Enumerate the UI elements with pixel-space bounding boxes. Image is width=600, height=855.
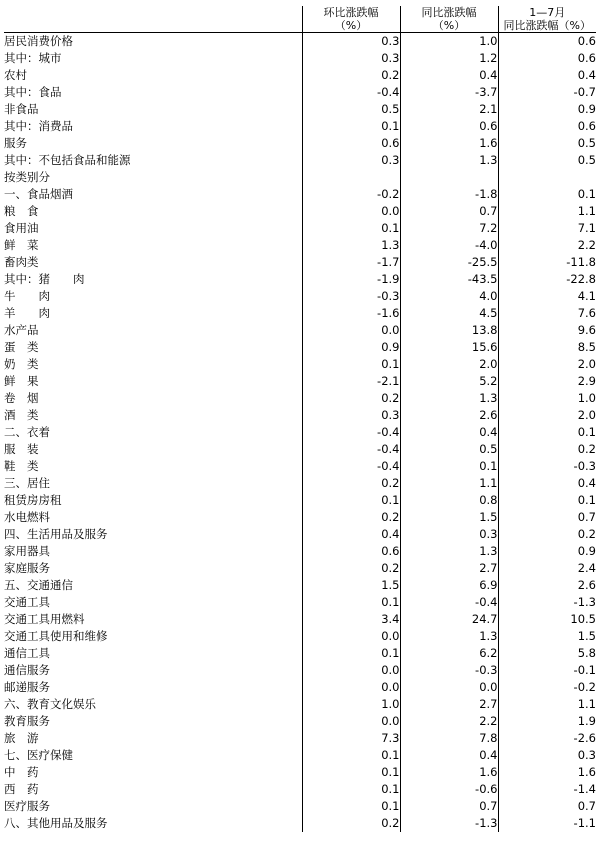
row-label: 畜肉类 xyxy=(4,255,39,269)
row-value-3: 4.1 xyxy=(498,288,596,305)
row-value-3: 2.6 xyxy=(498,577,596,594)
row-value-3 xyxy=(498,169,596,186)
table-row xyxy=(4,713,596,730)
table-row xyxy=(4,645,596,662)
row-value-1: -0.2 xyxy=(302,186,400,203)
row-value-2: 5.2 xyxy=(400,373,498,390)
row-value-3: 0.6 xyxy=(498,33,596,51)
row-value-3: 0.6 xyxy=(498,50,596,67)
row-value-3: 1.5 xyxy=(498,628,596,645)
row-value-3: 0.7 xyxy=(498,509,596,526)
row-value-2: 4.0 xyxy=(400,288,498,305)
row-value-3: 0.4 xyxy=(498,475,596,492)
row-value-2: 2.6 xyxy=(400,407,498,424)
table-row xyxy=(4,373,596,390)
row-value-2: 0.7 xyxy=(400,798,498,815)
table-header-row xyxy=(4,6,596,33)
row-label: 卷 烟 xyxy=(4,391,39,405)
table-row xyxy=(4,254,596,271)
row-value-2: -1.8 xyxy=(400,186,498,203)
table-row xyxy=(4,203,596,220)
table-row xyxy=(4,679,596,696)
table-row xyxy=(4,730,596,747)
header-yoy-change-line1: 同比涨跌幅 xyxy=(421,6,477,19)
row-label: 服务 xyxy=(4,136,27,150)
table-row xyxy=(4,169,596,186)
table-row xyxy=(4,135,596,152)
header-cumulative-change xyxy=(498,6,596,33)
table-row xyxy=(4,628,596,645)
row-value-3: 7.6 xyxy=(498,305,596,322)
row-label: 鞋 类 xyxy=(4,459,39,473)
row-value-2: 1.3 xyxy=(400,390,498,407)
row-value-2: 0.6 xyxy=(400,118,498,135)
row-value-3: -11.8 xyxy=(498,254,596,271)
row-value-2: 1.6 xyxy=(400,764,498,781)
row-value-2: 6.2 xyxy=(400,645,498,662)
row-value-2: 2.7 xyxy=(400,696,498,713)
table-row xyxy=(4,747,596,764)
row-value-2: 0.1 xyxy=(400,458,498,475)
row-value-3: 0.9 xyxy=(498,101,596,118)
row-value-1: 0.3 xyxy=(302,33,400,51)
header-cumulative-change-line2: 同比涨跌幅（%） xyxy=(503,19,591,32)
table-row xyxy=(4,84,596,101)
header-cumulative-change-line1: 1—7月 xyxy=(529,6,566,19)
row-value-2: -3.7 xyxy=(400,84,498,101)
row-label: 交通工具使用和维修 xyxy=(4,629,108,643)
row-value-1: 0.2 xyxy=(302,475,400,492)
row-value-2: 2.7 xyxy=(400,560,498,577)
row-value-2: 15.6 xyxy=(400,339,498,356)
row-value-1: 0.1 xyxy=(302,747,400,764)
row-label: 交通工具用燃料 xyxy=(4,612,85,626)
row-value-3: -1.3 xyxy=(498,594,596,611)
table-row xyxy=(4,118,596,135)
table-row xyxy=(4,798,596,815)
row-value-1: 0.9 xyxy=(302,339,400,356)
row-value-3: 1.6 xyxy=(498,764,596,781)
row-value-1: 1.3 xyxy=(302,237,400,254)
table-row xyxy=(4,390,596,407)
row-value-1 xyxy=(302,169,400,186)
row-value-2: 1.6 xyxy=(400,135,498,152)
row-value-3: 0.4 xyxy=(498,67,596,84)
row-value-2: 1.1 xyxy=(400,475,498,492)
row-value-3: -1.1 xyxy=(498,815,596,832)
table-row xyxy=(4,696,596,713)
row-value-1: -2.1 xyxy=(302,373,400,390)
row-label: 按类别分 xyxy=(4,170,50,184)
row-label: 七、医疗保健 xyxy=(4,748,73,762)
table-row xyxy=(4,543,596,560)
row-label: 鲜 菜 xyxy=(4,238,39,252)
row-label: 租赁房房租 xyxy=(4,493,62,507)
row-value-1: 0.1 xyxy=(302,220,400,237)
row-label: 通信服务 xyxy=(4,663,50,677)
row-value-1: -0.4 xyxy=(302,458,400,475)
table-row xyxy=(4,305,596,322)
row-value-1: -0.4 xyxy=(302,424,400,441)
row-label: 医疗服务 xyxy=(4,799,50,813)
row-label: 非食品 xyxy=(4,102,39,116)
row-value-2: -0.3 xyxy=(400,662,498,679)
row-label: 西 药 xyxy=(4,782,39,796)
row-value-2: 6.9 xyxy=(400,577,498,594)
row-value-1: 0.0 xyxy=(302,662,400,679)
row-value-2: 1.5 xyxy=(400,509,498,526)
table-row xyxy=(4,815,596,832)
row-value-3: 0.1 xyxy=(498,492,596,509)
row-value-2: 1.0 xyxy=(400,33,498,51)
row-label: 粮 食 xyxy=(4,204,39,218)
row-value-3: -0.2 xyxy=(498,679,596,696)
table-row xyxy=(4,186,596,203)
table-row xyxy=(4,33,596,51)
row-value-1: 0.1 xyxy=(302,781,400,798)
row-label: 其中：消费品 xyxy=(4,119,73,133)
row-value-1: 0.1 xyxy=(302,356,400,373)
row-value-1: 0.6 xyxy=(302,135,400,152)
row-label: 一、食品烟酒 xyxy=(4,187,73,201)
table-row xyxy=(4,560,596,577)
row-label: 食用油 xyxy=(4,221,39,235)
row-value-3: 1.9 xyxy=(498,713,596,730)
row-label: 其中：城市 xyxy=(4,51,62,65)
row-value-2: -4.0 xyxy=(400,237,498,254)
row-label: 牛 肉 xyxy=(4,289,50,303)
row-value-2: -25.5 xyxy=(400,254,498,271)
row-label: 鲜 果 xyxy=(4,374,39,388)
row-value-1: 0.0 xyxy=(302,203,400,220)
row-value-2: -43.5 xyxy=(400,271,498,288)
row-value-1: 1.5 xyxy=(302,577,400,594)
row-value-2: -0.4 xyxy=(400,594,498,611)
row-value-1: 0.2 xyxy=(302,67,400,84)
row-value-2: 1.3 xyxy=(400,152,498,169)
row-value-1: 0.0 xyxy=(302,322,400,339)
table-row xyxy=(4,322,596,339)
row-value-2: 0.8 xyxy=(400,492,498,509)
row-label: 三、居住 xyxy=(4,476,50,490)
row-value-1: -0.3 xyxy=(302,288,400,305)
row-label: 四、生活用品及服务 xyxy=(4,527,108,541)
row-value-2: 0.4 xyxy=(400,424,498,441)
row-label: 奶 类 xyxy=(4,357,39,371)
row-value-3: 8.5 xyxy=(498,339,596,356)
row-value-1: 0.4 xyxy=(302,526,400,543)
row-value-3: 1.1 xyxy=(498,203,596,220)
row-value-1: -0.4 xyxy=(302,84,400,101)
row-value-2: 1.3 xyxy=(400,628,498,645)
row-value-1: -0.4 xyxy=(302,441,400,458)
row-value-3: 0.2 xyxy=(498,441,596,458)
table-row xyxy=(4,101,596,118)
row-value-2: 0.4 xyxy=(400,747,498,764)
row-value-1: 0.1 xyxy=(302,645,400,662)
row-label: 农村 xyxy=(4,68,27,82)
row-label: 酒 类 xyxy=(4,408,39,422)
row-value-2: 1.2 xyxy=(400,50,498,67)
row-value-1: -1.6 xyxy=(302,305,400,322)
row-value-3: 0.2 xyxy=(498,526,596,543)
row-value-1: 0.1 xyxy=(302,118,400,135)
row-value-2 xyxy=(400,169,498,186)
row-value-2: 13.8 xyxy=(400,322,498,339)
table-row xyxy=(4,475,596,492)
row-value-1: 0.3 xyxy=(302,407,400,424)
table-row xyxy=(4,407,596,424)
row-value-2: 0.3 xyxy=(400,526,498,543)
row-label: 五、交通通信 xyxy=(4,578,73,592)
row-value-3: -22.8 xyxy=(498,271,596,288)
row-value-1: 0.0 xyxy=(302,679,400,696)
row-value-1: 1.0 xyxy=(302,696,400,713)
row-value-3: -2.6 xyxy=(498,730,596,747)
row-label: 羊 肉 xyxy=(4,306,50,320)
row-value-3: 10.5 xyxy=(498,611,596,628)
row-label: 交通工具 xyxy=(4,595,50,609)
row-value-3: 9.6 xyxy=(498,322,596,339)
row-value-3: -1.4 xyxy=(498,781,596,798)
table-row xyxy=(4,781,596,798)
table-row xyxy=(4,441,596,458)
row-value-1: 7.3 xyxy=(302,730,400,747)
row-value-2: 7.2 xyxy=(400,220,498,237)
row-value-3: 1.1 xyxy=(498,696,596,713)
table-row xyxy=(4,492,596,509)
row-label: 家庭服务 xyxy=(4,561,50,575)
row-value-3: 0.1 xyxy=(498,424,596,441)
row-label: 通信工具 xyxy=(4,646,50,660)
row-value-1: 0.2 xyxy=(302,390,400,407)
row-value-2: 0.5 xyxy=(400,441,498,458)
row-label: 八、其他用品及服务 xyxy=(4,816,108,830)
row-value-2: 24.7 xyxy=(400,611,498,628)
row-label: 其中：食品 xyxy=(4,85,62,99)
row-value-1: -1.7 xyxy=(302,254,400,271)
table-row xyxy=(4,50,596,67)
header-yoy-change xyxy=(400,6,498,33)
table-row xyxy=(4,611,596,628)
table-row xyxy=(4,764,596,781)
row-value-1: -1.9 xyxy=(302,271,400,288)
cpi-statistics-table xyxy=(4,6,596,832)
row-value-1: 0.1 xyxy=(302,492,400,509)
row-value-2: 2.0 xyxy=(400,356,498,373)
table-row xyxy=(4,67,596,84)
row-value-2: 2.2 xyxy=(400,713,498,730)
row-value-3: 2.2 xyxy=(498,237,596,254)
row-label: 其中：不包括食品和能源 xyxy=(4,153,131,167)
row-value-3: 0.3 xyxy=(498,747,596,764)
row-label: 家用器具 xyxy=(4,544,50,558)
table-row xyxy=(4,424,596,441)
row-value-1: 0.3 xyxy=(302,152,400,169)
table-row xyxy=(4,220,596,237)
row-value-1: 0.1 xyxy=(302,594,400,611)
row-value-1: 0.6 xyxy=(302,543,400,560)
row-label: 水产品 xyxy=(4,323,39,337)
header-mom-change-line2: （%） xyxy=(334,19,368,32)
table-row xyxy=(4,271,596,288)
header-mom-change-line1: 环比涨跌幅 xyxy=(323,6,379,19)
row-value-3: -0.3 xyxy=(498,458,596,475)
table-row xyxy=(4,577,596,594)
row-value-1: 0.3 xyxy=(302,50,400,67)
row-value-1: 0.1 xyxy=(302,798,400,815)
row-value-2: 7.8 xyxy=(400,730,498,747)
table-row xyxy=(4,526,596,543)
row-value-1: 0.0 xyxy=(302,628,400,645)
row-value-2: 4.5 xyxy=(400,305,498,322)
row-label: 蛋 类 xyxy=(4,340,39,354)
table-row xyxy=(4,237,596,254)
row-label: 居民消费价格 xyxy=(4,34,73,48)
row-value-3: 0.5 xyxy=(498,135,596,152)
row-value-2: -1.3 xyxy=(400,815,498,832)
row-value-3: 7.1 xyxy=(498,220,596,237)
table-row xyxy=(4,458,596,475)
row-value-2: 0.0 xyxy=(400,679,498,696)
row-value-1: 0.0 xyxy=(302,713,400,730)
row-value-3: 0.5 xyxy=(498,152,596,169)
row-label: 服 装 xyxy=(4,442,39,456)
table-row xyxy=(4,356,596,373)
row-value-1: 0.2 xyxy=(302,560,400,577)
row-value-3: 1.0 xyxy=(498,390,596,407)
row-label: 邮递服务 xyxy=(4,680,50,694)
row-value-2: 0.4 xyxy=(400,67,498,84)
row-label: 中 药 xyxy=(4,765,39,779)
row-value-2: -0.6 xyxy=(400,781,498,798)
row-value-2: 0.7 xyxy=(400,203,498,220)
row-label: 旅 游 xyxy=(4,731,39,745)
table-row xyxy=(4,509,596,526)
row-label: 其中：猪 肉 xyxy=(4,272,85,286)
row-value-3: 0.7 xyxy=(498,798,596,815)
row-value-3: 2.0 xyxy=(498,407,596,424)
table-row xyxy=(4,288,596,305)
row-value-3: -0.7 xyxy=(498,84,596,101)
table-row xyxy=(4,152,596,169)
row-value-1: 0.2 xyxy=(302,509,400,526)
row-label: 二、衣着 xyxy=(4,425,50,439)
row-value-2: 1.3 xyxy=(400,543,498,560)
header-mom-change xyxy=(302,6,400,33)
row-value-3: -0.1 xyxy=(498,662,596,679)
row-value-3: 0.6 xyxy=(498,118,596,135)
table-row xyxy=(4,662,596,679)
row-value-3: 2.9 xyxy=(498,373,596,390)
row-value-3: 2.0 xyxy=(498,356,596,373)
row-value-3: 5.8 xyxy=(498,645,596,662)
row-label: 教育服务 xyxy=(4,714,50,728)
row-value-3: 0.1 xyxy=(498,186,596,203)
row-value-3: 0.9 xyxy=(498,543,596,560)
row-value-1: 0.5 xyxy=(302,101,400,118)
row-value-1: 0.2 xyxy=(302,815,400,832)
table-body xyxy=(4,33,596,833)
header-yoy-change-line2: （%） xyxy=(432,19,466,32)
header-name-column xyxy=(4,6,302,33)
table-row xyxy=(4,594,596,611)
row-value-3: 2.4 xyxy=(498,560,596,577)
row-label: 水电燃料 xyxy=(4,510,50,524)
row-value-1: 3.4 xyxy=(302,611,400,628)
row-value-2: 2.1 xyxy=(400,101,498,118)
row-value-1: 0.1 xyxy=(302,764,400,781)
row-label: 六、教育文化娱乐 xyxy=(4,697,96,711)
table-row xyxy=(4,339,596,356)
